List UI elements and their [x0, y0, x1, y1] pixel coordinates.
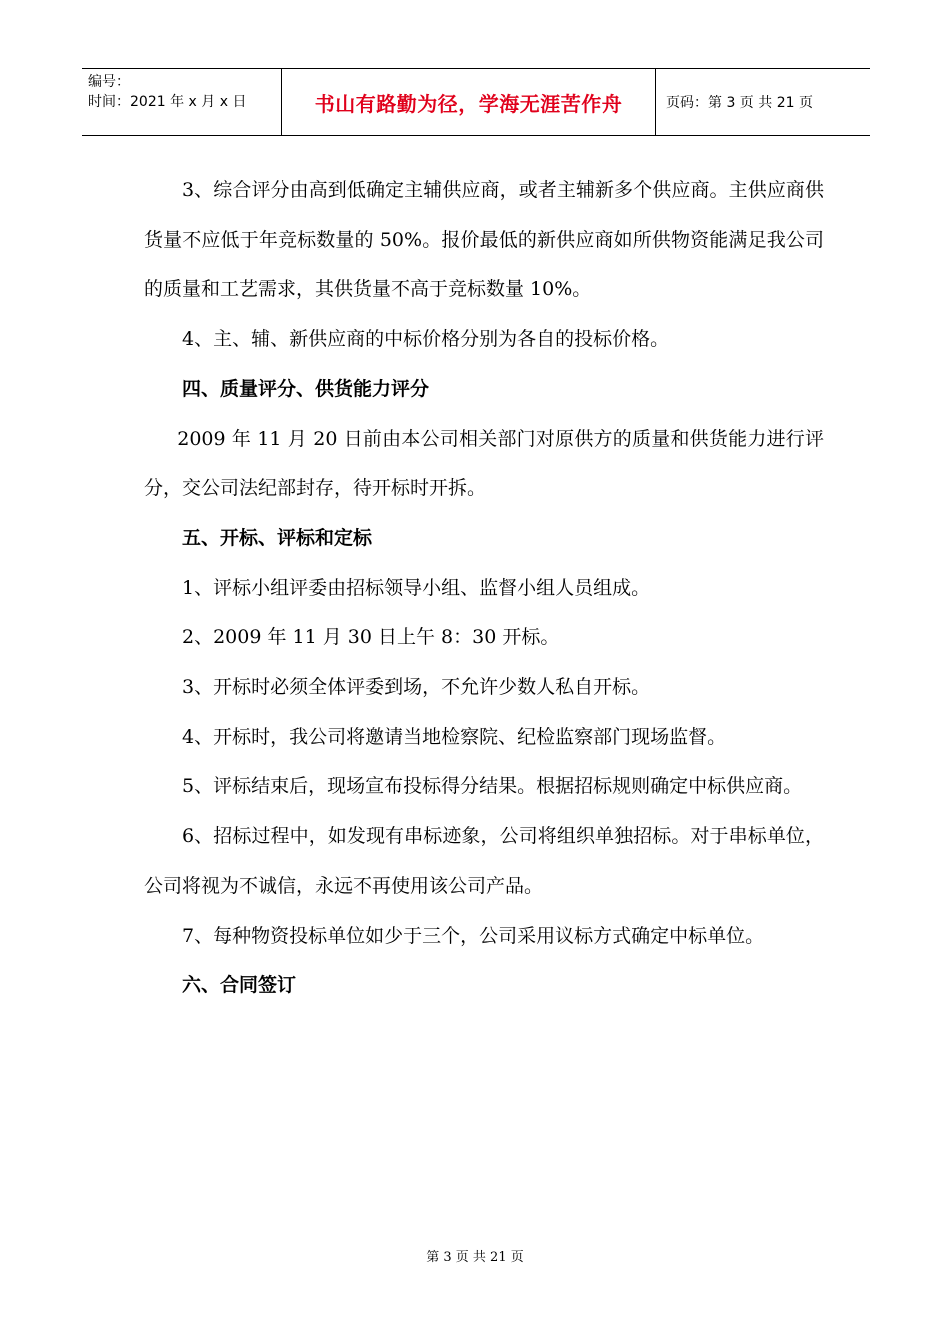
paragraph-5-1: 1、评标小组评委由招标领导小组、监督小组人员组成。 — [182, 576, 651, 599]
document-body — [144, 166, 824, 1011]
paragraph-5-2: 2、2009 年 11 月 30 日上午 8：30 开标。 — [182, 626, 560, 649]
paragraph-5-5: 5、评标结束后，现场宣布投标得分结果。根据招标规则确定中标供应商。 — [182, 775, 803, 798]
header-page-info: 页码：第 3 页 共 21 页 — [666, 95, 813, 111]
paragraph-5-6: 6、招标过程中，如发现有串标迹象，公司将组织单独招标。对于串标单位，公司将视为不诚信，永远不再使用该公司产品。 — [144, 825, 824, 897]
section-heading-6: 六、合同签订 — [182, 974, 297, 997]
motto-text: 书山有路勤为径，学海无涯苦作舟 — [314, 91, 623, 116]
header-page-cell — [656, 69, 870, 135]
paragraph-5-4: 4、开标时，我公司将邀请当地检察院、纪检监察部门现场监督。 — [182, 725, 727, 748]
document-time-label: 时间：2021 年 x 月 x 日 — [88, 94, 247, 110]
paragraph-5-3: 3、开标时必须全体评委到场，不允许少数人私自开标。 — [182, 676, 651, 699]
page-footer: 第 3 页 共 21 页 — [426, 1250, 524, 1265]
section-heading-4: 四、质量评分、供货能力评分 — [182, 377, 430, 400]
paragraph-3: 3、综合评分由高到低确定主辅供应商，或者主辅新多个供应商。主供应商供货量不应低于年竞标数量的 50%。报价最低的新供应商如所供物资能满足我公司的质量和工艺需求，其供货量不高于竞标数量 10%。 — [144, 179, 824, 301]
paragraph-quality-scoring: 2009 年 11 月 20 日前由本公司相关部门对原供方的质量和供货能力进行评分，交公司法纪部封存，待开标时开拆。 — [144, 427, 824, 500]
header-table — [82, 68, 870, 136]
header-meta-cell — [82, 69, 282, 135]
paragraph-5-7: 7、每种物资投标单位如少于三个，公司采用议标方式确定中标单位。 — [182, 924, 765, 947]
document-number-label: 编号： — [88, 74, 130, 90]
header-motto-cell — [282, 69, 656, 135]
paragraph-4: 4、主、辅、新供应商的中标价格分别为各自的投标价格。 — [182, 328, 670, 351]
section-heading-5: 五、开标、评标和定标 — [182, 526, 373, 549]
